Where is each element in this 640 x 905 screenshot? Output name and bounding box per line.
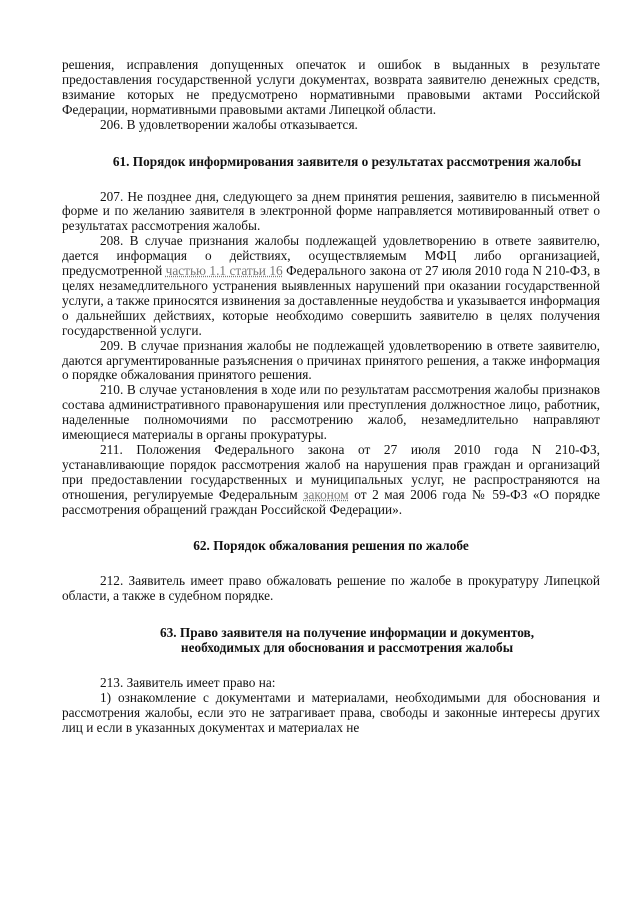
- paragraph-211-text-a: 211. Положения Федерального закона от 27 июля 2010 года N 210-ФЗ, устанавливающие порядок рассмотрения жалоб на нарушения прав граждан и организаций при предоставлении государственных и муниципальных услуг, не распространяются на отношения, регулируемые Федеральным: [62, 441, 600, 502]
- paragraph-206: 206. В удовлетворении жалобы отказывается.: [100, 116, 358, 132]
- section-63-heading: 63. Право заявителя на получение информации и документов, необходимых для обоснования и рассмотрения жалобы: [159, 625, 535, 656]
- paragraph-207: 207. Не позднее дня, следующего за днем принятия решения, заявителю в письменной форме и по желанию заявителя в электронной форме направляется мотивированный ответ о результатах рассмотрения жалобы.: [62, 188, 600, 234]
- paragraph-208-text-a: 208. В случае признания жалобы подлежащей удовлетворению в ответе заявителю, дается информация о действиях, осуществляемым МФЦ либо организацией, предусмотренной: [62, 233, 600, 279]
- law-link-part-1-1-article-16[interactable]: частью 1.1 статьи 16: [165, 263, 283, 279]
- section-62-heading: 62. Порядок обжалования решения по жалобе: [193, 538, 469, 554]
- paragraph-213-item-1: 1) ознакомление с документами и материалами, необходимыми для обоснования и рассмотрения жалобы, если это не затрагивает права, свободы и законные интересы других лиц и если в указанных документах и материалах не: [62, 690, 600, 735]
- paragraph-210: 210. В случае установления в ходе или по результатам рассмотрения жалобы признаков состава административного правонарушения или преступления должностное лицо, работник, наделенные полномочиями по рассмотрению жалоб, незамедлительно направляют имеющиеся материалы в органы прокуратуры.: [62, 382, 600, 443]
- document-content: [62, 58, 600, 736]
- paragraph-205-continuation: решения, исправления допущенных опечаток и ошибок в выданных в результате предоставления государственной услуги документах, возврата заявителю денежных средств, взимание которых не предусмотрено нормативными правовыми актами Российской Федерации, нормативными правовыми актами Липецкой области.: [62, 57, 600, 117]
- paragraph-211-text-b: от 2 мая 2006 года № 59-ФЗ «О порядке рассмотрения обращений граждан Российской Федерации».: [62, 486, 601, 517]
- paragraph-209: 209. В случае признания жалобы не подлежащей удовлетворению в ответе заявителю, даются аргументированные разъяснения о причинах принятого решения, а также информация о порядке обжалования принятого решения.: [62, 337, 600, 383]
- section-61-heading: 61. Порядок информирования заявителя о результатах рассмотрения жалобы: [112, 153, 582, 169]
- paragraph-213: 213. Заявитель имеет право на:: [100, 675, 276, 691]
- paragraph-212: 212. Заявитель имеет право обжаловать решение по жалобе в прокуратуру Липецкой области, а также в судебном порядке.: [62, 573, 600, 604]
- paragraph-208-text-b: Федерального закона от 27 июля 2010 года N 210-ФЗ, в целях незамедлительного устранения выявленных нарушений при оказании государственной услуги, а также приносятся извинения за доставленные неудобства и указывается информация о дальнейших действиях, которые необходимо совершить заявителю в целях получения государственной услуги.: [62, 263, 601, 338]
- paragraph-211: [62, 443, 600, 518]
- law-link-59-fz[interactable]: законом: [303, 486, 349, 502]
- paragraph-208: [62, 234, 600, 338]
